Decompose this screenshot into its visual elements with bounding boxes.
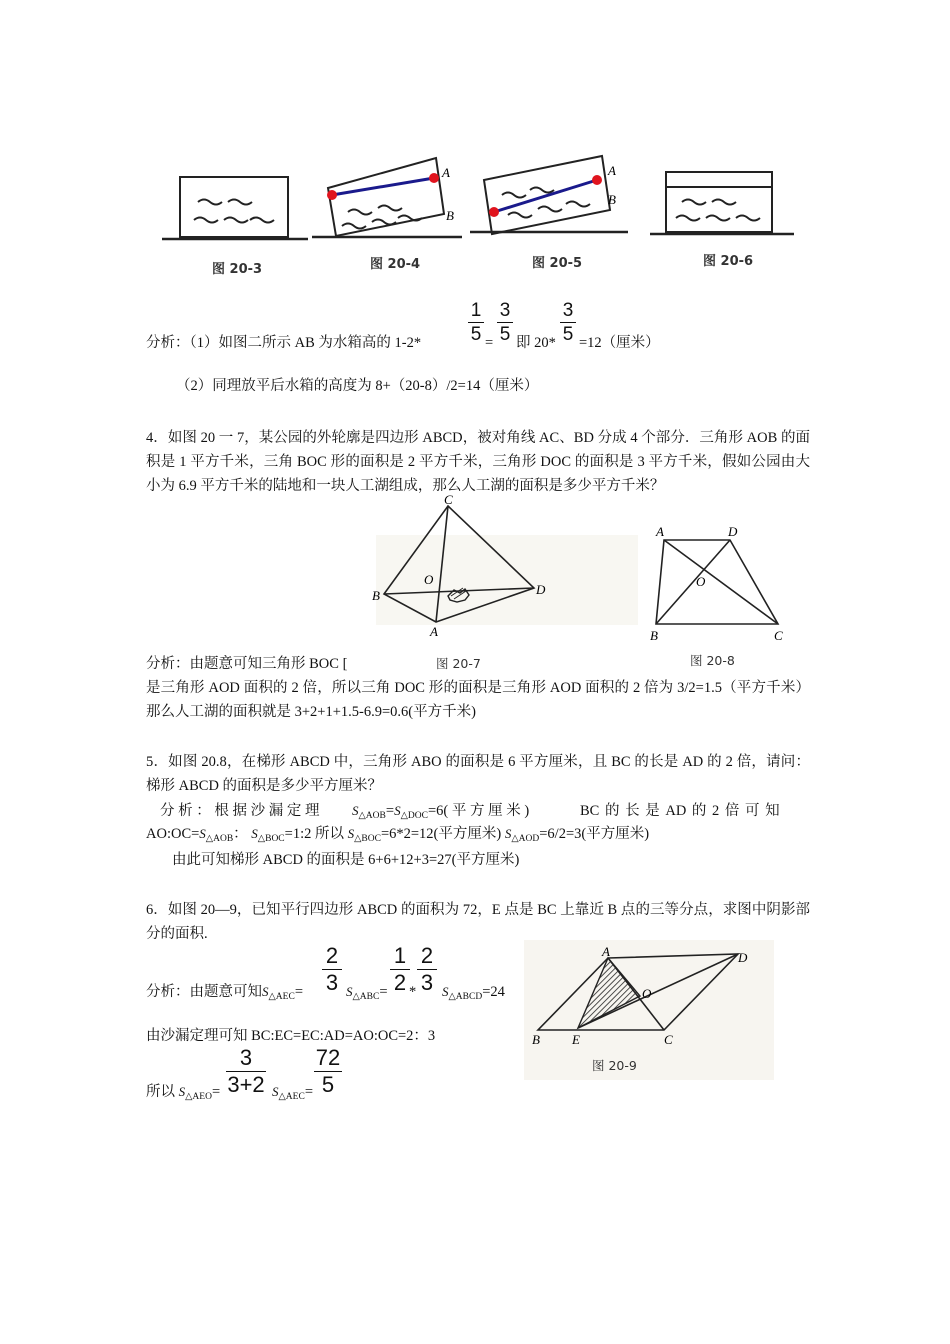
- figure-20-7: [366, 490, 546, 648]
- caption-20-3: 图 20-3: [212, 262, 263, 277]
- q5-formula-2: $AO:OC=S_{\triangle AOB}$： $S_{\triangle BOC}=1:2$ 所以 $S_{\triangle BOC}=6*2=12$(平方厘米) $S_{\triangle AOD}=6/2=3$(平方厘米): [146, 826, 650, 844]
- q5-conclusion: 由此可知梯形 ABCD 的面积是 6+6+12+3=27(平方厘米): [172, 852, 520, 868]
- q4-question: 4．如图 20 一 7，某公园的外轮廓是四边形 ABCD，被对角线 AC、BD 分成 4 个部分．三角形 AOB 的面积是 1 平方千米，三角 BOC 形的面积是 2 平方千米，三角形 DOC 的面积是 3 平方千米，假如公园由大小为 6.9 平方千米的陆地和一块人工湖组成，那么人工湖的面积是多少平方千米？: [146, 430, 810, 494]
- svg-text:A: A: [430, 624, 438, 639]
- svg-text:D: D: [728, 524, 738, 539]
- caption-20-9: 图 20-9: [592, 1058, 637, 1073]
- svg-text:C: C: [444, 492, 453, 507]
- svg-text:E: E: [572, 1032, 580, 1047]
- q6-question: 6．如图 20—9，已知平行四边形 ABCD 的面积为 72，E 点是 BC 上靠近 B 点的三等分点，求图中阴影部分的面积.: [146, 902, 810, 942]
- q3-analysis-1-pre: 分析：（1）如图二所示 AB 为水箱高的 1-2*: [146, 335, 422, 351]
- svg-text:C: C: [664, 1032, 673, 1047]
- svg-text:O: O: [424, 572, 434, 587]
- q4-analysis-rest: 是三角形 AOD 面积的 2 倍，所以三角 DOC 形的面积是三角形 AOD 面积的 2 倍为 3/2=1.5（平方千米）那么人工湖的面积就是 3+2+1+1.5-6.9=0.6(平方千米): [146, 680, 810, 720]
- q5-question: 5．如图 20.8，在梯形 ABCD 中，三角形 ABO 的面积是 6 平方厘米，且 BC 的长是 AD 的 2 倍，请问：梯形 ABCD 的面积是多少平方厘米？: [146, 754, 810, 794]
- q6-so: 所以 $S_{\triangle AEO}=$: [146, 1084, 221, 1102]
- svg-text:A: A: [608, 163, 616, 178]
- figure-20-5: [470, 156, 628, 234]
- svg-text:A: A: [602, 944, 610, 959]
- q4-analysis-line1: 分析：由题意可知三角形 BOC [: [146, 656, 348, 672]
- q3-analysis-2: （2）同理放平后水箱的高度为 8+（20-8）/2=14（厘米）: [176, 378, 539, 394]
- svg-text:B: B: [532, 1032, 540, 1047]
- figure-20-3: [162, 177, 308, 239]
- caption-20-4: 图 20-4: [370, 257, 421, 272]
- svg-text:A: A: [656, 524, 664, 539]
- svg-text:C: C: [774, 628, 783, 643]
- figure-20-8: [646, 520, 796, 648]
- label-B: B: [446, 208, 454, 223]
- svg-text:D: D: [738, 950, 748, 965]
- svg-text:O: O: [696, 574, 706, 589]
- q6-analysis: 分析：由题意可知$S_{\triangle AEC}=$: [146, 984, 303, 1002]
- q3-fraction-2: 3 5: [497, 300, 513, 345]
- caption-20-5: 图 20-5: [532, 256, 583, 271]
- figure-20-9: [524, 940, 774, 1080]
- figure-20-6: [650, 172, 794, 234]
- svg-text:B: B: [650, 628, 658, 643]
- caption-20-6: 图 20-6: [703, 254, 754, 269]
- q3-fraction-1: 1 5: [468, 300, 484, 345]
- figure-20-4: [312, 158, 462, 237]
- svg-text:O: O: [642, 986, 652, 1001]
- q5-formula-1: $S_{\triangle AOB}=S_{\triangle DOC}=6$( 平 方 厘 米 ): [352, 803, 530, 821]
- svg-text:B: B: [608, 192, 616, 207]
- q3-fraction-3: 3 5: [560, 300, 576, 345]
- q6-hourglass: 由沙漏定理可知 BC:EC=EC:AD=AO:OC=2：3: [146, 1028, 436, 1044]
- svg-text:B: B: [372, 588, 380, 603]
- caption-20-8: 图 20-8: [690, 653, 735, 668]
- svg-text:D: D: [536, 582, 546, 597]
- caption-20-7: 图 20-7: [436, 656, 481, 671]
- label-A: A: [442, 165, 450, 180]
